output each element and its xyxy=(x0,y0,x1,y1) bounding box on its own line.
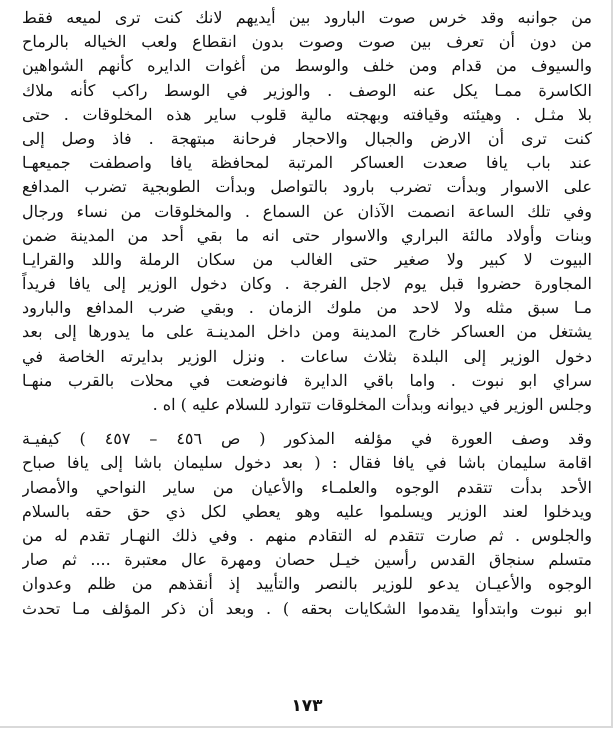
text-line: من جوانبه وقد خرس صوت البارود بين أيديهم لانك كنت ترى لميعه فقط xyxy=(22,8,592,27)
text-line: والجلوس . ثم صارت تتقدم له التقادم منهم . وفي ذلك النهـار تقدم له من xyxy=(22,525,592,545)
text-line: بلا مثـل . وهيئته وقيافته وبهجته مالية قلوب ساير هذه المخلوقات . حتى xyxy=(22,104,592,124)
text-line: مـا سبق مثله ولا لاحد من ملوك الزمان . وبقي ضرب المدافع والبارود xyxy=(22,298,592,318)
text-line: المجاورة حضروا قبل يوم لاجل الفرجة . وكان دخول الوزير إلى يافا فريداً xyxy=(22,274,592,294)
text-line: ابو نبوت وابتدأوا يقدموا الشكايات بحقه ) . وبعد أن ذكر المؤلف مـا تحدث xyxy=(22,598,592,618)
text-line: وجلس الوزير في ديوانه وبدأت المخلوقات تتوارد للسلام عليه ) اه . xyxy=(152,395,592,414)
text-line: يشتغل من العساكر خارج المدينة ومن داخل المدينـة على ما يدورها إلى بعد xyxy=(22,322,592,342)
paragraph-2 xyxy=(22,427,592,621)
text-line: وقد وصف العورة في مؤلفه المذكور ( ص ٤٥٦ – ٤٥٧ ) كيفيـة xyxy=(22,429,592,449)
text-line: كنت ترى أن الارض والجبال والاحجار فرحانة مبتهجة . فاذ وصل إلى xyxy=(22,128,592,148)
text-line: وبنات وأولاد مالئة البراري والاسوار حتى انه ما بقي أحد من المدينة ضمن xyxy=(22,225,592,245)
text-line: على الاسوار وبدأت تضرب بارود بالتواصل وبدأت الطوبجية تضرب المدافع xyxy=(22,177,592,197)
text-line: والسيوف من قدام ومن خلف والوسط من أغوات الدايره كأنهم الشواهين xyxy=(22,56,592,76)
text-line: وفي تلك الساعة انصمت الآذان عن السماع . والمخلوقات من نساء ورجال xyxy=(22,201,592,221)
page-text-body xyxy=(22,6,592,621)
paragraph-1 xyxy=(22,6,592,417)
text-line: البيوت لا كبير ولا صغير حتى الغالب من سكان الرملة واللد والقرايـا xyxy=(22,249,592,269)
text-line: سراي ابو نبوت . واما باقي الدايرة فانوضعت في محلات بالقرب منهـا xyxy=(22,370,592,390)
text-line: ويدخلوا لعند الوزير ويسلموا عليه وهو يعطي لكل ذي حق حقه بالسلام xyxy=(22,501,592,521)
text-line: من دون أن تعرف بين صوت وصوت بدون انقطاع ولعب الخياله بالرماح xyxy=(22,32,592,52)
text-line: الوجوه والأعيـان يدعو للوزير بالنصر والتأييد إذ أنقذهم من ظلم وعدوان xyxy=(22,574,592,594)
text-line: الأحد بدأت تتقدم الوجوه والعلمـاء والأعيان من ساير النواحي والأمصار xyxy=(22,477,592,497)
text-line: دخول الوزير إلى البلدة بثلاث ساعات . ونزل الوزير بدايرته الخاصة في xyxy=(22,346,592,366)
paragraph-gap xyxy=(22,417,592,427)
text-line: متسلم سنجاق القدس رأسين خيـل حصان ومهرة عال معتبرة .... ثم صار xyxy=(22,550,592,570)
page-number: ١٧٣ xyxy=(291,696,323,716)
text-line: الكاسرة ممـا يكل عنه الوصف . والوزير في الوسط راكب كأنه ملاك xyxy=(22,80,592,100)
text-line: اقامة سليمان باشا في يافا فقال : ( بعد دخول سليمان باشا إلى يافا صباح xyxy=(22,453,592,473)
text-line: عند باب يافا صعدت العساكر المرتبة لمحافظة يافا واصطفت جميعهـا xyxy=(22,153,592,173)
